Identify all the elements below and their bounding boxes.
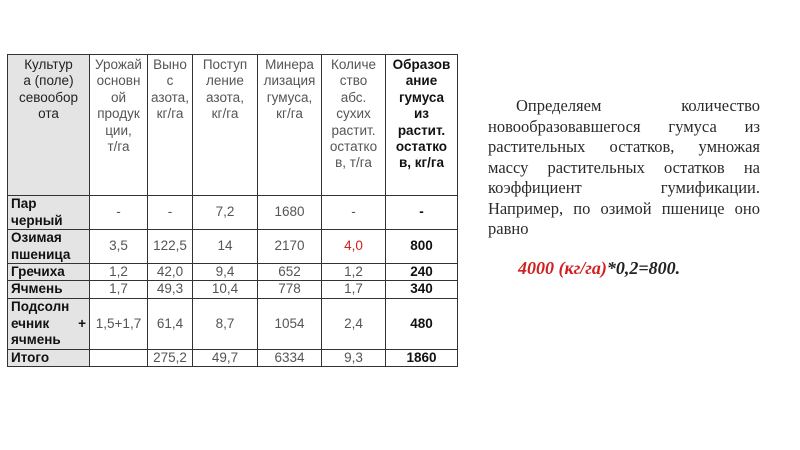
cell-line: гумуса, (266, 89, 313, 105)
table-row (8, 264, 458, 281)
cell-line: гумуса (398, 89, 445, 105)
table-cell: 2,4 (322, 298, 386, 349)
cell-line: Гречиха (11, 264, 65, 279)
table-header-row (8, 55, 458, 196)
table-cell: 1,7 (322, 281, 386, 298)
table-cell: 42,0 (148, 264, 193, 281)
table-cell: 340 (386, 281, 458, 298)
cell-line: Урожай (95, 57, 142, 72)
cell-line: Итого (11, 349, 50, 365)
table-cell: 1,5+1,7 (90, 298, 148, 349)
cell-line: азота, (151, 89, 189, 105)
explanation-paragraph (488, 96, 760, 240)
cell-line: растит. (331, 122, 376, 138)
table-cell: 1054 (258, 298, 322, 349)
cell-line: ление (206, 73, 244, 89)
table-cell: 8,7 (193, 298, 258, 349)
cell-line: Поступ (202, 57, 248, 72)
cell-line: из (413, 106, 429, 122)
crop-table (7, 54, 458, 367)
table-cell: 1680 (258, 196, 322, 230)
table-cell: 14 (193, 230, 258, 264)
crop-name-cell (8, 298, 90, 349)
cell-line: кг/га (211, 106, 239, 122)
table-cell: 122,5 (148, 230, 193, 264)
table-cell: 10,4 (193, 281, 258, 298)
cell-line: ой (110, 89, 127, 105)
cell-line: ство (339, 73, 368, 89)
column-header (258, 55, 322, 196)
column-header (322, 55, 386, 196)
cell-line: черный (11, 212, 63, 228)
column-header (193, 55, 258, 196)
column-header (8, 55, 90, 196)
formula (518, 258, 680, 279)
table-row (8, 196, 458, 230)
table-cell: 6334 (258, 349, 322, 366)
cell-line: лизация (263, 73, 316, 89)
cell-line: Минера (265, 57, 314, 72)
table-cell: - (148, 196, 193, 230)
cell-line: Подсолн (11, 299, 70, 315)
crop-name-cell (8, 230, 90, 264)
paragraph-text: Определяем количество новообразовавшегося гумуса из растительных остатков, умножая массу растительных остатков на коэффициент гумификации. Например, по озимой пшенице оно равно (488, 96, 760, 238)
cell-line: остатко (329, 139, 378, 155)
cell-line: Пар (11, 196, 37, 212)
table-cell: 778 (258, 281, 322, 298)
table-cell: 480 (386, 298, 458, 349)
cell-line: кг/га (156, 106, 184, 122)
table-cell: 1860 (386, 349, 458, 366)
cell-line: ечник + (11, 315, 86, 331)
crop-name-cell (8, 349, 90, 366)
table-cell: 275,2 (148, 349, 193, 366)
table-cell: 652 (258, 264, 322, 281)
cell-line: а (поле) (23, 73, 74, 89)
table-cell (90, 349, 148, 366)
cell-line: сухих (336, 106, 371, 122)
cell-line: продук (97, 106, 140, 122)
cell-line: остатко (395, 139, 448, 155)
cell-line: азота, (206, 89, 244, 105)
table-cell: 9,3 (322, 349, 386, 366)
table-cell: 800 (386, 230, 458, 264)
table-cell: 49,3 (148, 281, 193, 298)
formula-result: *0,2=800. (606, 258, 681, 278)
cell-line: Ячмень (11, 281, 63, 297)
cell-line: Выно (153, 57, 187, 72)
crop-name-cell (8, 196, 90, 230)
cell-line: Образов (392, 57, 451, 72)
cell-line: растит. (397, 122, 446, 138)
cell-line: абс. (340, 89, 367, 105)
table-cell: 240 (386, 264, 458, 281)
table-cell: 1,2 (90, 264, 148, 281)
table-row (8, 230, 458, 264)
table-cell: 61,4 (148, 298, 193, 349)
cell-line: т/га (107, 139, 130, 155)
table-cell: - (386, 196, 458, 230)
table-cell: 7,2 (193, 196, 258, 230)
crop-name-cell (8, 264, 90, 281)
crop-name-cell (8, 281, 90, 298)
cell-line: в, т/га (335, 155, 372, 171)
cell-line: Озимая (11, 230, 62, 246)
table-cell: 3,5 (90, 230, 148, 264)
cell-line: в, кг/га (398, 155, 445, 171)
cell-line: кг/га (276, 106, 303, 122)
cell-line: ячмень (11, 332, 61, 348)
column-header (148, 55, 193, 196)
crop-table-container (7, 54, 458, 367)
cell-line: ции, (105, 122, 132, 138)
table-cell: 2170 (258, 230, 322, 264)
column-header (90, 55, 148, 196)
table-cell: - (90, 196, 148, 230)
table-cell: 9,4 (193, 264, 258, 281)
cell-line: севообор (18, 89, 79, 105)
cell-line: ание (405, 73, 438, 89)
table-cell: 49,7 (193, 349, 258, 366)
table-row (8, 298, 458, 349)
table-cell: 4,0 (322, 230, 386, 264)
formula-value: 4000 (кг/га) (518, 258, 607, 278)
cell-line: основн (96, 73, 141, 89)
table-row (8, 349, 458, 366)
cell-line: с (166, 73, 174, 89)
cell-line: Культур (24, 57, 73, 72)
table-cell: - (322, 196, 386, 230)
column-header (386, 55, 458, 196)
table-cell: 1,7 (90, 281, 148, 298)
table-row (8, 281, 458, 298)
cell-line: Количе (330, 57, 377, 72)
cell-line: пшеница (11, 246, 71, 262)
cell-line: ота (38, 106, 59, 122)
table-cell: 1,2 (322, 264, 386, 281)
